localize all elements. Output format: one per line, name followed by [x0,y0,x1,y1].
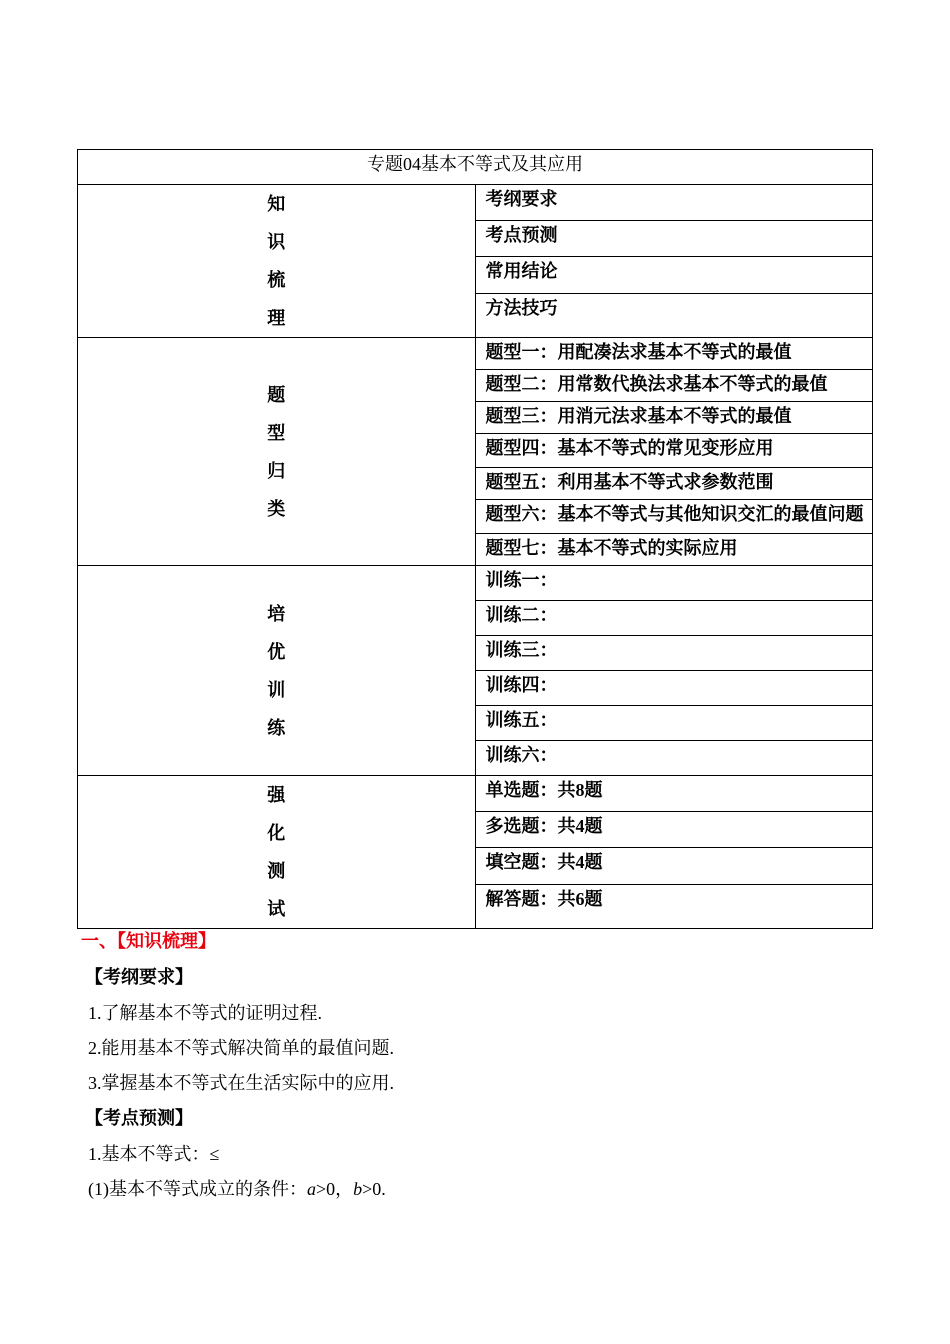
condition-b-rel: >0. [362,1179,386,1199]
category-test [78,776,476,929]
syllabus-item-2: 2.能用基本不等式解决简单的最值问题. [88,1038,394,1058]
forecast-line-1: 1.基本不等式：≤ [88,1144,220,1164]
outline-item-type-1: 题型一：用配凑法求基本不等式的最值 [475,338,873,370]
document-body [81,924,865,1207]
outline-item-methods: 方法技巧 [475,293,873,337]
outline-item-training-1: 训练一： [475,566,873,601]
outline-item-type-2: 题型二：用常数代换法求基本不等式的最值 [475,370,873,402]
outline-item-training-3: 训练三： [475,636,873,671]
category-question-types [78,338,476,566]
outline-item-training-4: 训练四： [475,671,873,706]
category-training-label: 培优训练 [267,603,286,738]
outline-item-type-6: 题型六：基本不等式与其他知识交汇的最值问题 [475,500,873,534]
outline-title: 专题04基本不等式及其应用 [78,150,873,185]
outline-item-answer: 解答题：共6题 [475,884,873,928]
outline-item-training-5: 训练五： [475,706,873,741]
syllabus-heading: 【考纲要求】 [85,967,193,987]
outline-item-multi-choice: 多选题：共4题 [475,812,873,848]
category-knowledge [78,185,476,338]
outline-item-type-3: 题型三：用消元法求基本不等式的最值 [475,402,873,434]
syllabus-item-1: 1.了解基本不等式的证明过程. [88,1003,322,1023]
category-question-types-label: 题型归类 [267,384,286,519]
outline-item-syllabus: 考纲要求 [475,185,873,221]
syllabus-item-3: 3.掌握基本不等式在生活实际中的应用. [88,1073,394,1093]
condition-prefix: (1)基本不等式成立的条件： [88,1179,307,1199]
forecast-heading: 【考点预测】 [85,1108,193,1128]
outline-table [77,149,873,929]
variable-b: b [353,1179,363,1199]
outline-item-type-5: 题型五：利用基本不等式求参数范围 [475,468,873,500]
outline-item-type-7: 题型七：基本不等式的实际应用 [475,534,873,566]
category-knowledge-label: 知识梳理 [267,194,286,328]
outline-item-conclusions: 常用结论 [475,257,873,293]
outline-item-forecast: 考点预测 [475,221,873,257]
outline-item-type-4: 题型四：基本不等式的常见变形应用 [475,434,873,468]
variable-a: a [307,1179,316,1199]
category-training [78,566,476,776]
condition-a-rel: >0， [316,1179,354,1199]
section-heading: 一、【知识梳理】 [81,931,216,951]
outline-item-fill-blank: 填空题：共4题 [475,848,873,884]
outline-item-single-choice: 单选题：共8题 [475,776,873,812]
outline-item-training-6: 训练六： [475,741,873,776]
outline-item-training-2: 训练二： [475,601,873,636]
category-test-label: 强化测试 [267,785,286,919]
condition-line [88,1172,865,1206]
